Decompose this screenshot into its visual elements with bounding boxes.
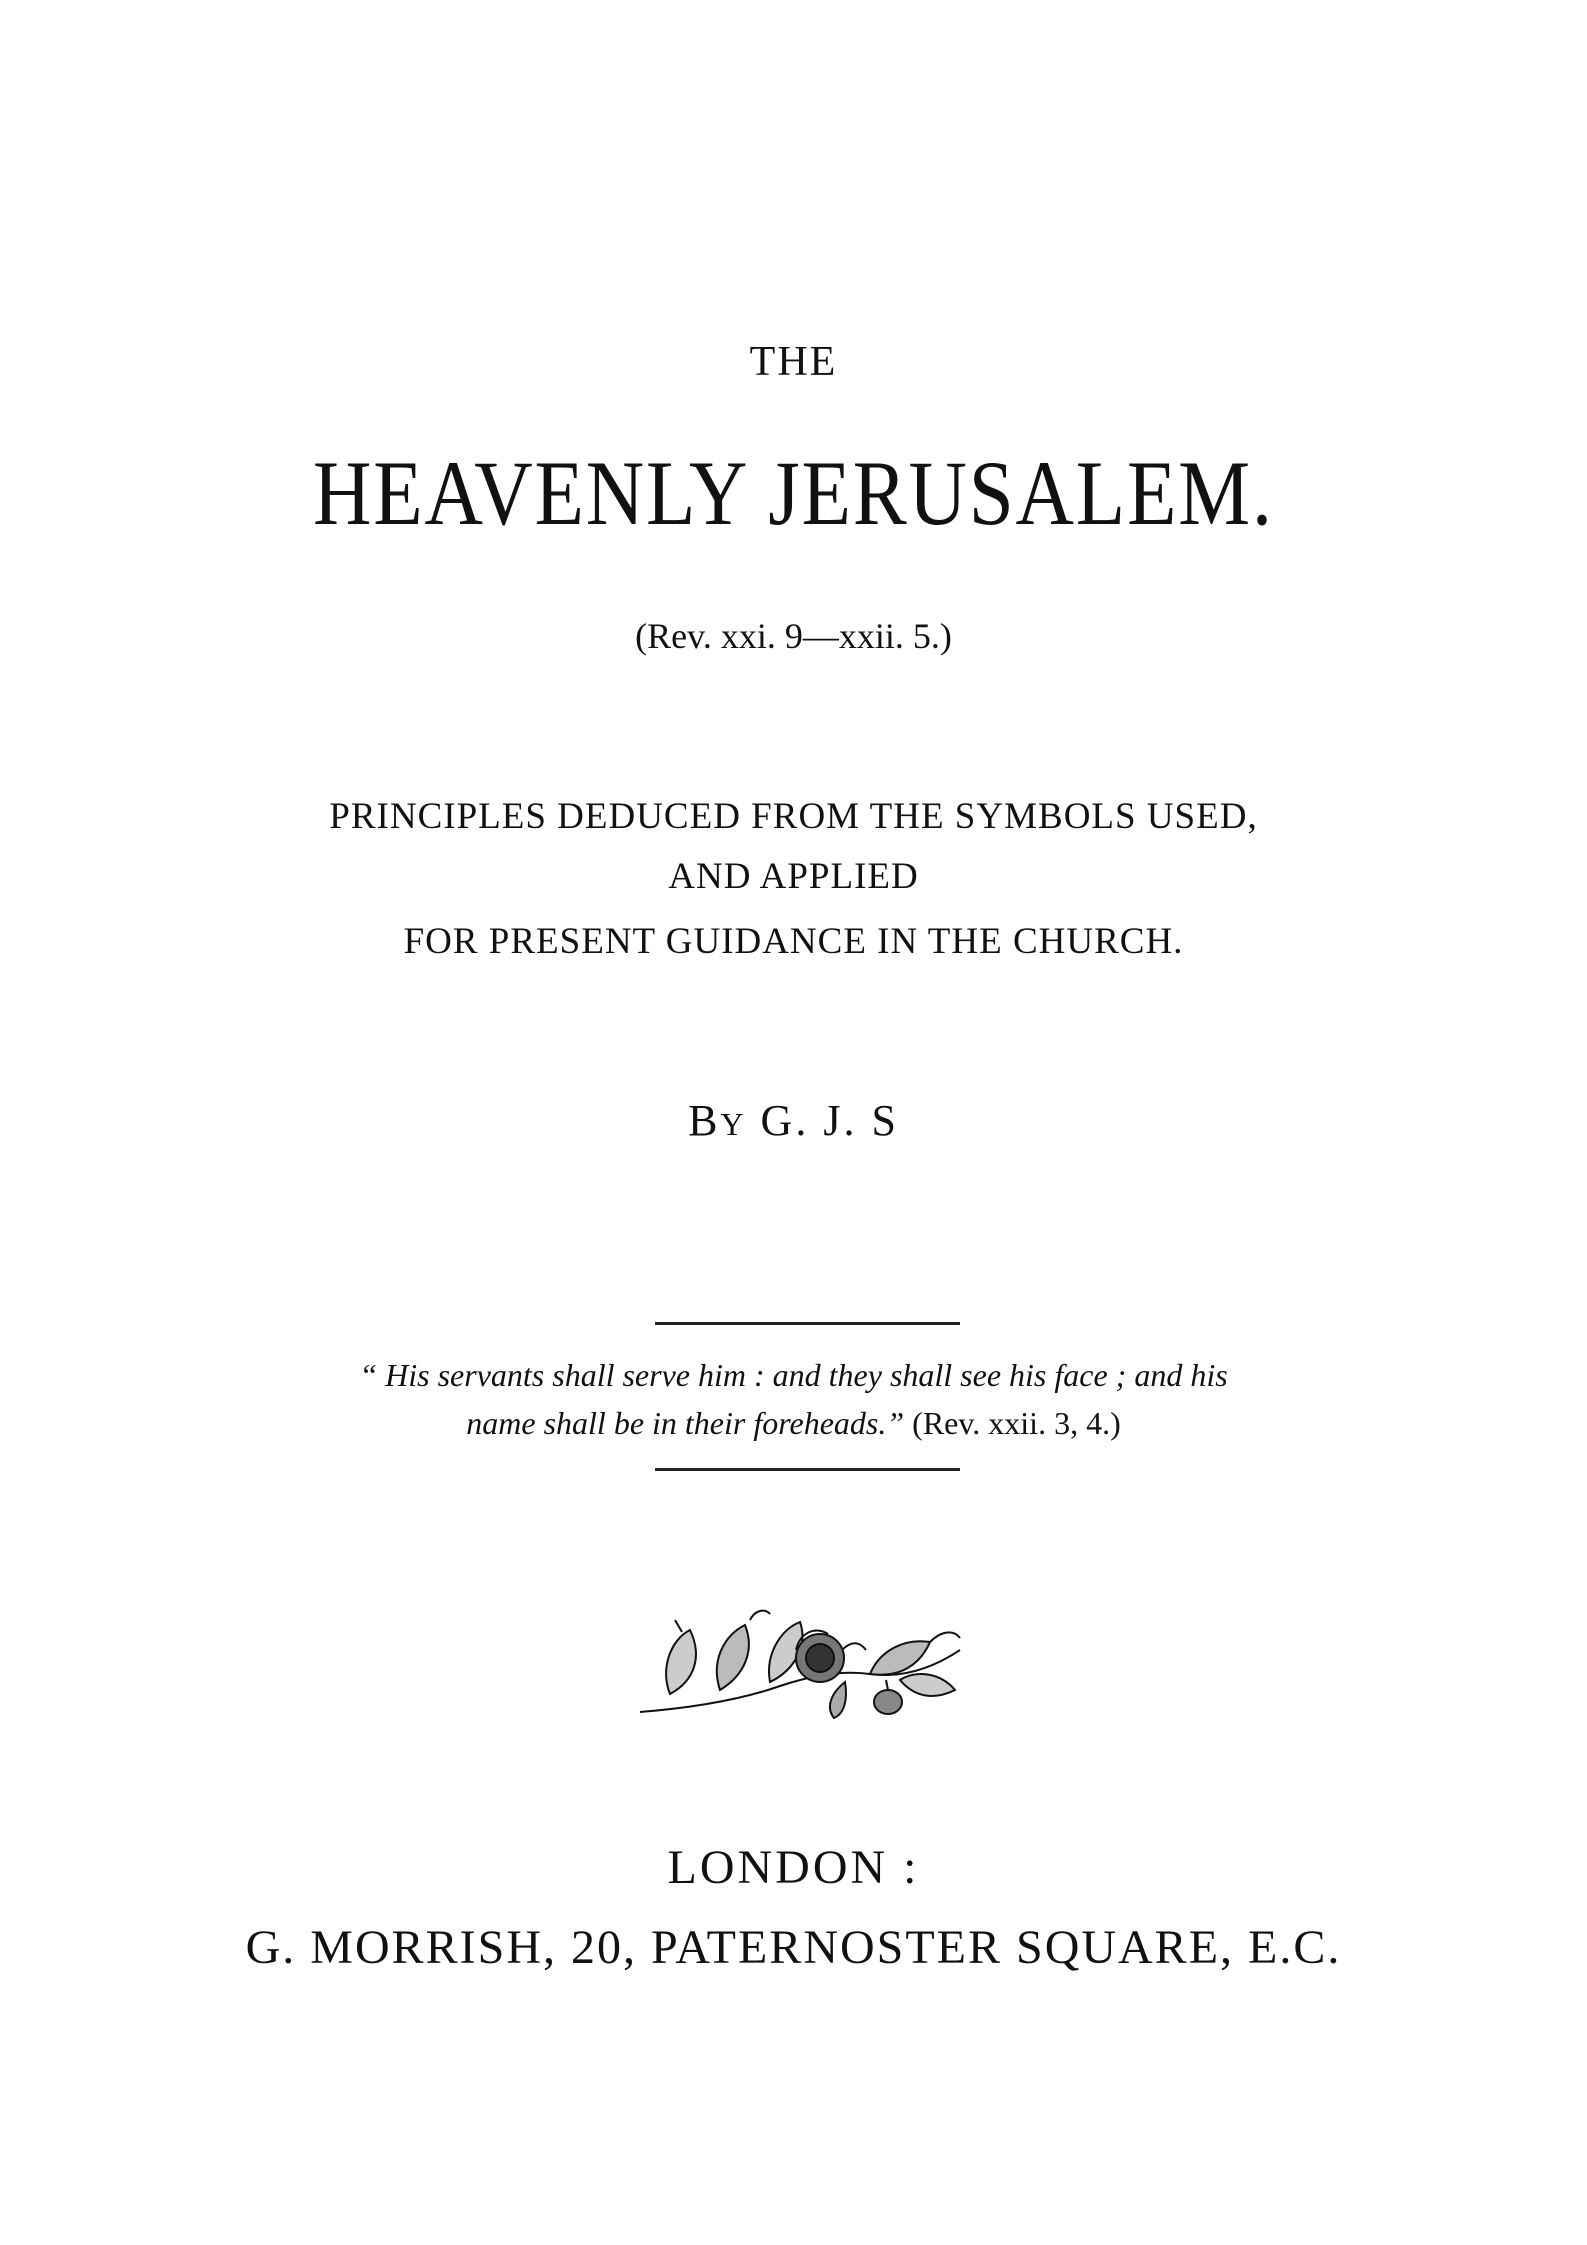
imprint-publisher: G. MORRISH, 20, PATERNOSTER SQUARE, E.C. [245,1921,1342,1974]
floral-branch-ornament-icon [630,1590,985,1720]
epigraph-line-2-text: name shall be in their foreheads.” [466,1405,905,1441]
author-byline [0,1095,1587,1146]
author-initials: G. J. S [760,1096,899,1145]
byline-by-initial: B [688,1096,721,1145]
epigraph-line-2 [0,1405,1587,1442]
book-title: HEAVENLY JERUSALEM. [313,442,1274,544]
epigraph-reference: (Rev. xxii. 3, 4.) [912,1405,1121,1441]
subtitle-line-1: PRINCIPLES DEDUCED FROM THE SYMBOLS USED, [329,796,1258,837]
scripture-reference: (Rev. xxi. 9—xxii. 5.) [635,616,952,656]
epigraph-top-rule [655,1322,960,1325]
epigraph-line-1: “ His servants shall serve him : and they shall see his face ; and his [359,1357,1228,1393]
title-article: THE [749,339,838,385]
imprint-city: LONDON : [667,1841,920,1894]
epigraph-bottom-rule [655,1468,960,1471]
byline-by-rest: Y [720,1106,747,1142]
subtitle-line-2: AND APPLIED [668,856,919,897]
subtitle-line-3: FOR PRESENT GUIDANCE IN THE CHURCH. [403,921,1184,962]
